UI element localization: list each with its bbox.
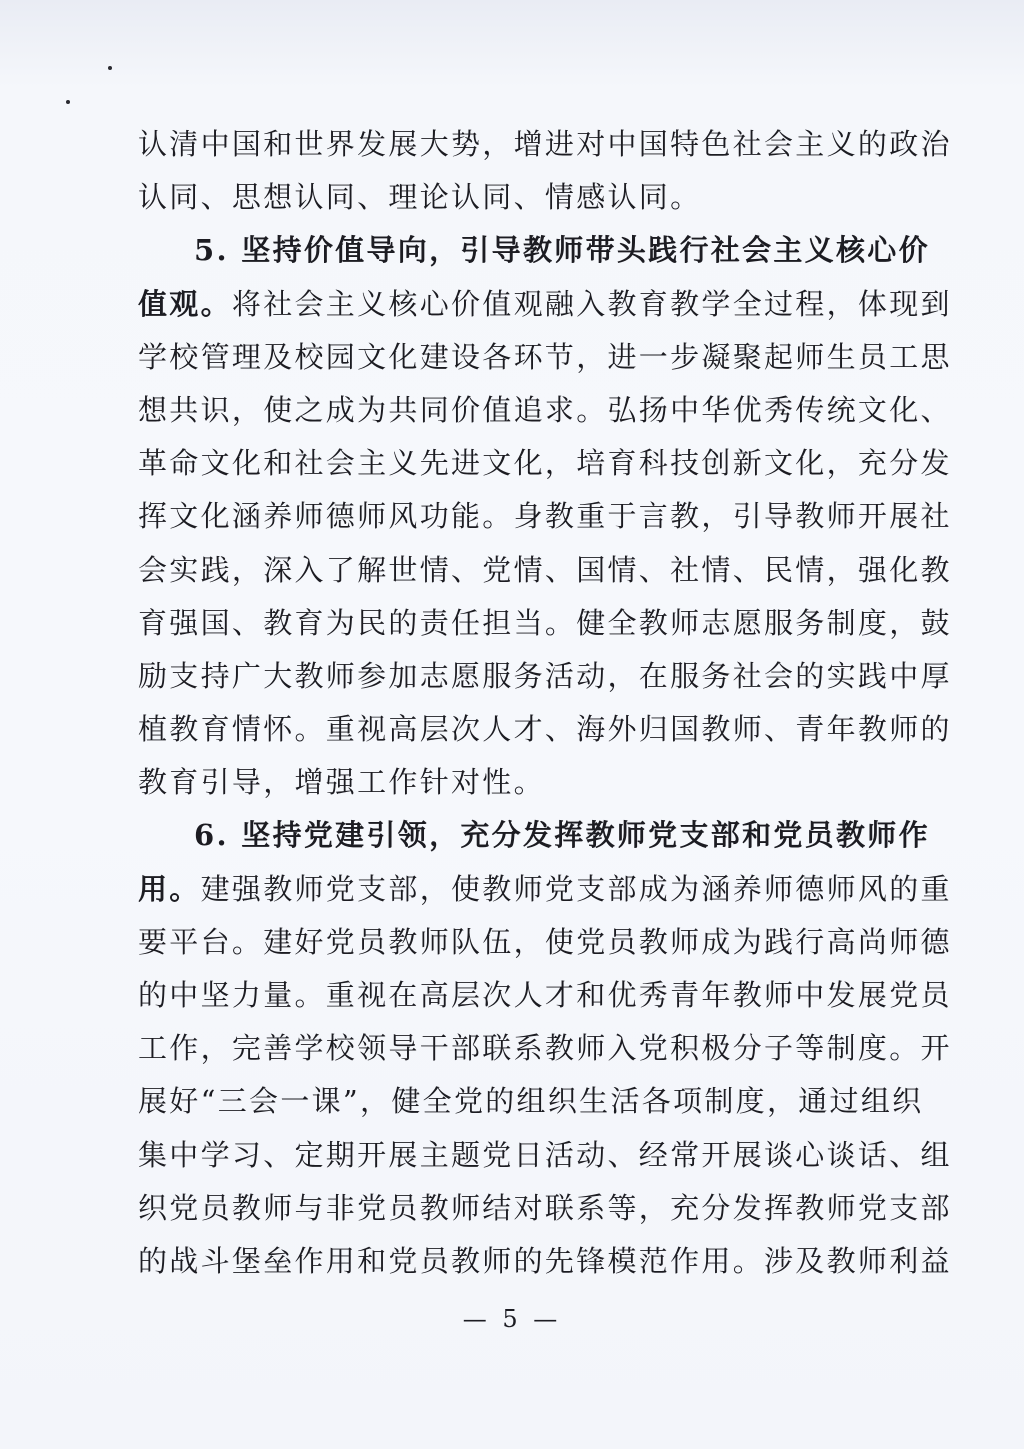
item-5-heading-end: 值观。 — [138, 286, 232, 321]
text-line: 认清中国和世界发展大势，增进对中国特色社会主义的政治 — [138, 127, 952, 161]
text-line: 教育引导，增强工作针对性。 — [138, 765, 545, 800]
item-6-heading: 6. 坚持党建引领，充分发挥教师党支部和党员教师作 — [194, 818, 930, 853]
item-5-text-start: 将社会主义核心价值观融入教育教学全过程，体现到 — [231, 286, 952, 321]
text-line: 的中坚力量。重视在高层次人才和优秀青年教师中发展党员 — [138, 978, 952, 1012]
text-line: 革命文化和社会主义先进文化，培育科技创新文化，充分发 — [138, 446, 952, 481]
text-line: 的战斗堡垒作用和党员教师的先锋模范作用。涉及教师利益 — [138, 1243, 952, 1278]
item-6-heading-end: 用。 — [138, 871, 201, 906]
text-line: 想共识，使之成为共同价值追求。弘扬中华优秀传统文化、 — [138, 392, 952, 427]
page-number: — 5 — — [462, 1305, 562, 1333]
text-line: 植教育情怀。重视高层次人才、海外归国教师、青年教师的 — [138, 712, 952, 747]
text-line: 展好“三会一课”，健全党的组织生活各项制度，通过组织 — [138, 1084, 924, 1119]
text-line: 学校管理及校园文化建设各环节，进一步凝聚起师生员工思 — [138, 339, 952, 374]
text-line: 育强国、教育为民的责任担当。健全教师志愿服务制度，鼓 — [138, 605, 952, 640]
text-line: 挥文化涵养师德师风功能。身教重于言教，引导教师开展社 — [138, 499, 952, 534]
text-line: 励支持广大教师参加志愿服务活动，在服务社会的实践中厚 — [138, 658, 952, 693]
scan-speck — [108, 66, 112, 70]
text-line — [138, 278, 952, 331]
paragraph-item-6 — [138, 809, 952, 1288]
item-6-text-start: 建强教师党支部，使教师党支部成为涵养师德师风的重 — [200, 871, 952, 906]
text-line: 认同、思想认同、理论认同、情感认同。 — [138, 180, 702, 215]
text-line — [138, 863, 952, 916]
item-5-heading: 5. 坚持价值导向，引导教师带头践行社会主义核心价 — [194, 233, 930, 268]
paragraph-item-5 — [138, 224, 952, 809]
scan-speck — [66, 100, 70, 104]
text-line: 集中学习、定期开展主题党日活动、经常开展谈心谈话、组 — [138, 1137, 952, 1172]
text-line: 要平台。建好党员教师队伍，使党员教师成为践行高尚师德 — [138, 924, 952, 959]
document-body — [138, 118, 952, 1288]
paragraph-continuation — [138, 118, 952, 224]
text-line: 工作，完善学校领导干部联系教师入党积极分子等制度。开 — [138, 1031, 952, 1066]
text-line: 会实践，深入了解世情、党情、国情、社情、民情，强化教 — [138, 552, 952, 587]
text-line: 织党员教师与非党员教师结对联系等，充分发挥教师党支部 — [138, 1190, 952, 1225]
